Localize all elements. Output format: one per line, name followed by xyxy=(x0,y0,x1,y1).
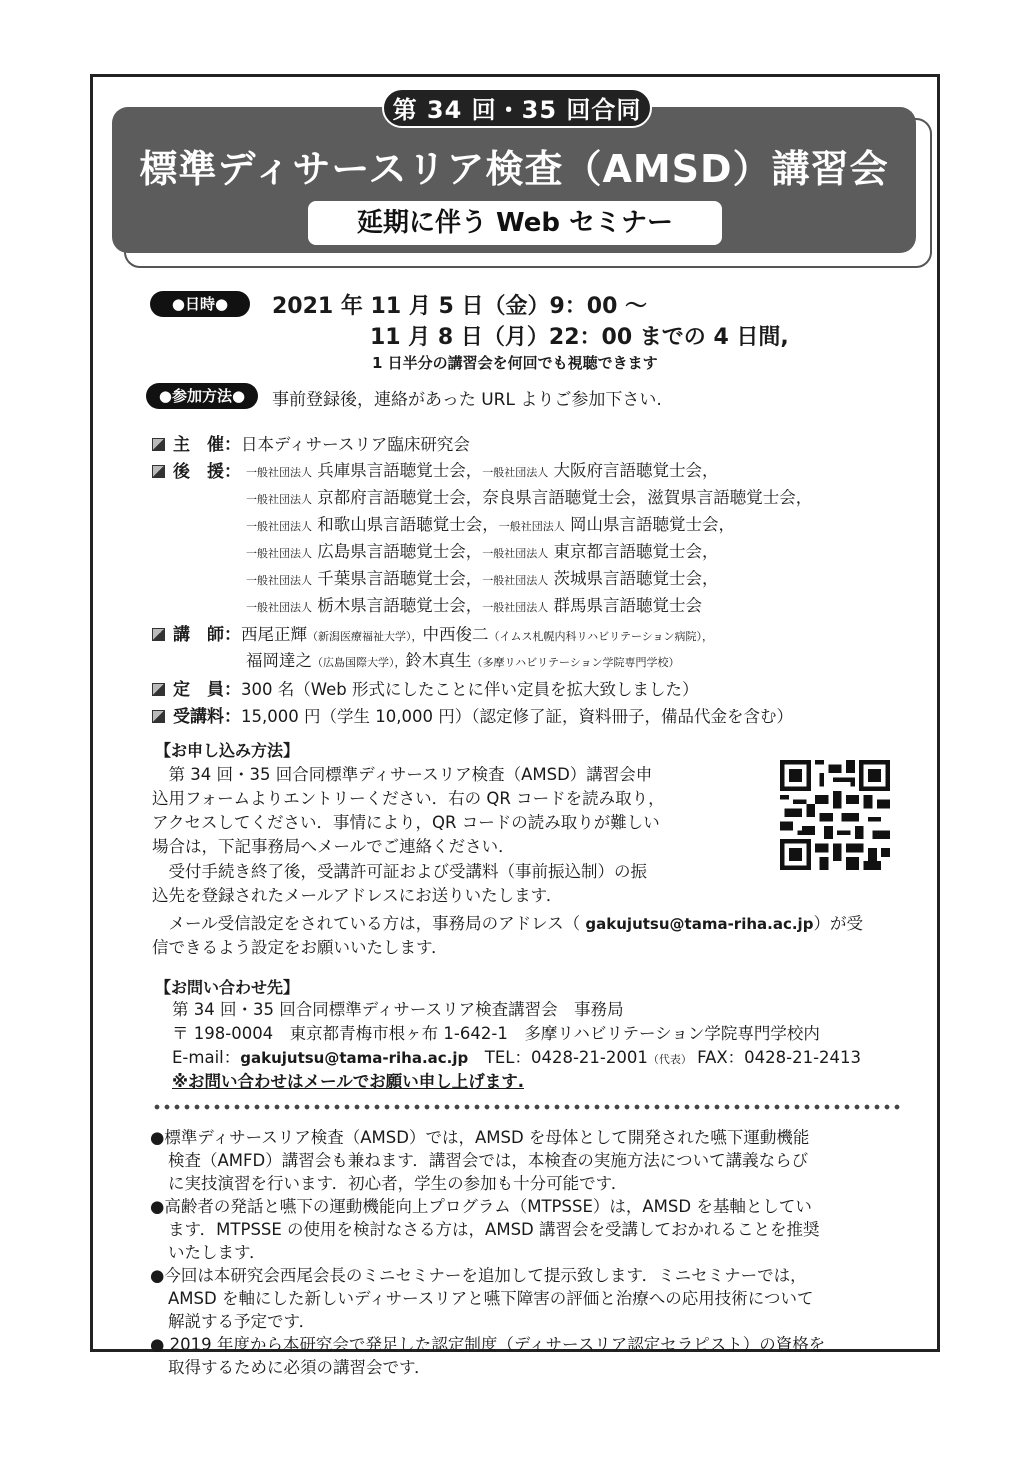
note-line: いたします． xyxy=(168,1243,266,1262)
support-prefix: 一般社団法人 xyxy=(498,520,565,533)
note-line: ●標準ディサースリア検査（AMSD）では，AMSD を母体として開発された嚥下運動機能 xyxy=(150,1128,810,1147)
fax-number: FAX：0428-21-2413 xyxy=(697,1048,862,1067)
application-line: 込用フォームよりエントリーください．右の QR コードを読み取り， xyxy=(152,789,665,808)
square-bullet-icon xyxy=(152,628,165,641)
note-line: に実技演習を行います．初心者，学生の参加も十分可能です． xyxy=(168,1174,628,1193)
support-prefix: 一般社団法人 xyxy=(246,493,312,506)
support-prefix: 一般社団法人 xyxy=(482,466,549,479)
application-heading: 【お申し込み方法】 xyxy=(155,741,300,760)
support-name: 茨城県言語聴覚士会， xyxy=(553,569,719,588)
application-mail-line2: 信できるよう設定をお願いいたします． xyxy=(152,938,448,957)
support-label-row xyxy=(152,457,241,482)
schedule-line1: 2021 年 11 月 5 日（金）9：00 ～ xyxy=(272,294,648,319)
lecturer-affiliation: （広島国際大学）， xyxy=(312,656,406,669)
support-prefix: 一般社団法人 xyxy=(246,547,312,560)
lecturer-name: 福岡達之 xyxy=(246,651,312,670)
contact-email-link[interactable]: gakujutsu@tama-riha.ac.jp xyxy=(240,1049,469,1067)
lecturer-affiliation: （多摩リハビリテーション学院専門学校） xyxy=(471,656,680,669)
support-name: 和歌山県言語聴覚士会， xyxy=(317,515,499,534)
support-row xyxy=(246,538,719,562)
application-line: 込先を登録されたメールアドレスにお送りいたします． xyxy=(152,886,563,905)
fee-label: 受講料： xyxy=(173,707,241,727)
tel-note: （代表） xyxy=(647,1053,692,1066)
lecturer-affiliation: （イムス札幌内科リハビリテーション病院）， xyxy=(488,630,714,643)
organizer-label: 主 催： xyxy=(173,435,241,455)
support-row xyxy=(246,484,812,508)
email-label: E-mail： xyxy=(172,1048,241,1067)
contact-office: 第 34 回・35 回合同標準ディサースリア検査講習会 事務局 xyxy=(172,1000,624,1019)
participation-text: 事前登録後，連絡があった URL よりご参加下さい. xyxy=(272,390,662,410)
support-name: 群馬県言語聴覚士会 xyxy=(553,596,702,615)
support-row xyxy=(246,457,719,481)
application-line: アクセスしてください．事情により，QR コードの読み取りが難しい xyxy=(152,813,660,832)
application-line: 受付手続き終了後，受講許可証および受講料（事前振込制）の振 xyxy=(152,862,647,881)
support-name: 京都府言語聴覚士会，奈良県言語聴覚士会，滋賀県言語聴覚士会， xyxy=(317,488,813,507)
support-prefix: 一般社団法人 xyxy=(246,466,312,479)
application-mail-line xyxy=(152,912,863,937)
note-line: ます．MTPSSE の使用を検討なさる方は，AMSD 講習会を受講しておかれることを推奨 xyxy=(168,1220,820,1239)
support-prefix: 一般社団法人 xyxy=(246,520,312,533)
capacity-value: 300 名（Web 形式にしたことに伴い定員を拡大致しました） xyxy=(241,680,699,699)
note-line: 解説する予定です． xyxy=(168,1312,316,1331)
support-prefix: 一般社団法人 xyxy=(246,601,312,614)
qr-code-icon[interactable] xyxy=(780,760,890,870)
schedule-note: 1 日半分の講習会を何回でも視聴できます xyxy=(372,354,658,372)
support-name: 大阪府言語聴覚士会， xyxy=(553,461,719,480)
support-name: 栃木県言語聴覚士会， xyxy=(317,596,483,615)
capacity-label: 定 員： xyxy=(173,680,241,700)
schedule-badge: ●日時● xyxy=(150,291,250,317)
support-name: 兵庫県言語聴覚士会， xyxy=(317,461,483,480)
support-prefix: 一般社団法人 xyxy=(482,574,549,587)
note-line: ●高齢者の発話と嚥下の運動機能向上プログラム（MTPSSE）は，AMSD を基軸としてい xyxy=(150,1197,812,1216)
tel-number: TEL：0428-21-2001 xyxy=(484,1048,648,1067)
mail-address-link[interactable]: gakujutsu@tama-riha.ac.jp xyxy=(585,915,814,933)
lecturers-row xyxy=(246,647,680,671)
support-row xyxy=(246,565,719,589)
lecturer-name: 西尾正輝 xyxy=(241,625,307,644)
edition-pill: 第 34 回・35 回合同 xyxy=(382,88,652,128)
capacity-row xyxy=(152,675,698,700)
support-row xyxy=(246,511,735,535)
application-line: 第 34 回・35 回合同標準ディサースリア検査（AMSD）講習会申 xyxy=(152,765,653,784)
support-name: 岡山県言語聴覚士会， xyxy=(570,515,735,534)
support-prefix: 一般社団法人 xyxy=(482,601,549,614)
square-bullet-icon xyxy=(152,710,165,723)
support-prefix: 一般社団法人 xyxy=(482,547,549,560)
contact-heading: 【お問い合わせ先】 xyxy=(155,978,300,997)
application-line: 場合は，下記事務局へメールでご連絡ください． xyxy=(152,837,515,856)
lecturer-name: 鈴木真生 xyxy=(405,651,472,670)
organizer-row xyxy=(152,430,470,455)
support-name: 千葉県言語聴覚士会， xyxy=(317,569,483,588)
lecturer-name: 中西俊二 xyxy=(422,625,489,644)
note-line: 取得するために必須の講習会です． xyxy=(168,1358,431,1377)
support-name: 東京都言語聴覚士会， xyxy=(553,542,719,561)
schedule-line2: 11 月 8 日（月）22：00 までの 4 日間, xyxy=(370,325,789,350)
lecturers-label: 講 師： xyxy=(173,625,241,645)
subtitle-box: 延期に伴う Web セミナー xyxy=(308,201,722,245)
support-prefix: 一般社団法人 xyxy=(246,574,312,587)
support-name: 広島県言語聴覚士会， xyxy=(317,542,483,561)
support-label: 後 援： xyxy=(173,462,241,482)
fee-row xyxy=(152,702,793,727)
note-line: AMSD を軸にした新しいディサースリアと嚥下障害の評価と治療への応用技術について xyxy=(168,1289,814,1308)
support-row xyxy=(246,592,702,616)
square-bullet-icon xyxy=(152,438,165,451)
square-bullet-icon xyxy=(152,465,165,478)
note-line: 検査（AMFD）講習会も兼ねます．講習会では，本検査の実施方法について講義ならび xyxy=(168,1151,809,1170)
contact-tel-row xyxy=(172,1046,861,1072)
participation-badge: ●参加方法● xyxy=(146,383,258,409)
organizer-value: 日本ディサースリア臨床研究会 xyxy=(241,435,470,454)
dotted-divider xyxy=(152,1104,904,1110)
page-title: 標準ディサースリア検査（AMSD）講習会 xyxy=(139,147,889,191)
lecturers-row xyxy=(152,620,713,645)
note-line: ●今回は本研究会西尾会長のミニセミナーを追加して提示致します．ミニセミナーでは， xyxy=(150,1266,807,1285)
contact-address: 〒 198-0004 東京都青梅市根ヶ布 1-642-1 多摩リハビリテーション学院専門学校内 xyxy=(172,1024,820,1043)
square-bullet-icon xyxy=(152,683,165,696)
mail-line-post: ）が受 xyxy=(813,914,863,933)
fee-value: 15,000 円（学生 10,000 円）（認定修了証，資料冊子，備品代金を含む） xyxy=(241,707,793,726)
mail-line-pre: メール受信設定をされている方は，事務局のアドレス（ xyxy=(152,914,586,933)
note-line: ● 2019 年度から本研究会で発足した認定制度（ディサースリア認定セラピスト）の資格を xyxy=(150,1335,826,1354)
lecturer-affiliation: （新潟医療福祉大学）， xyxy=(307,630,423,643)
contact-note: ※お問い合わせはメールでお願い申し上げます. xyxy=(172,1072,524,1091)
